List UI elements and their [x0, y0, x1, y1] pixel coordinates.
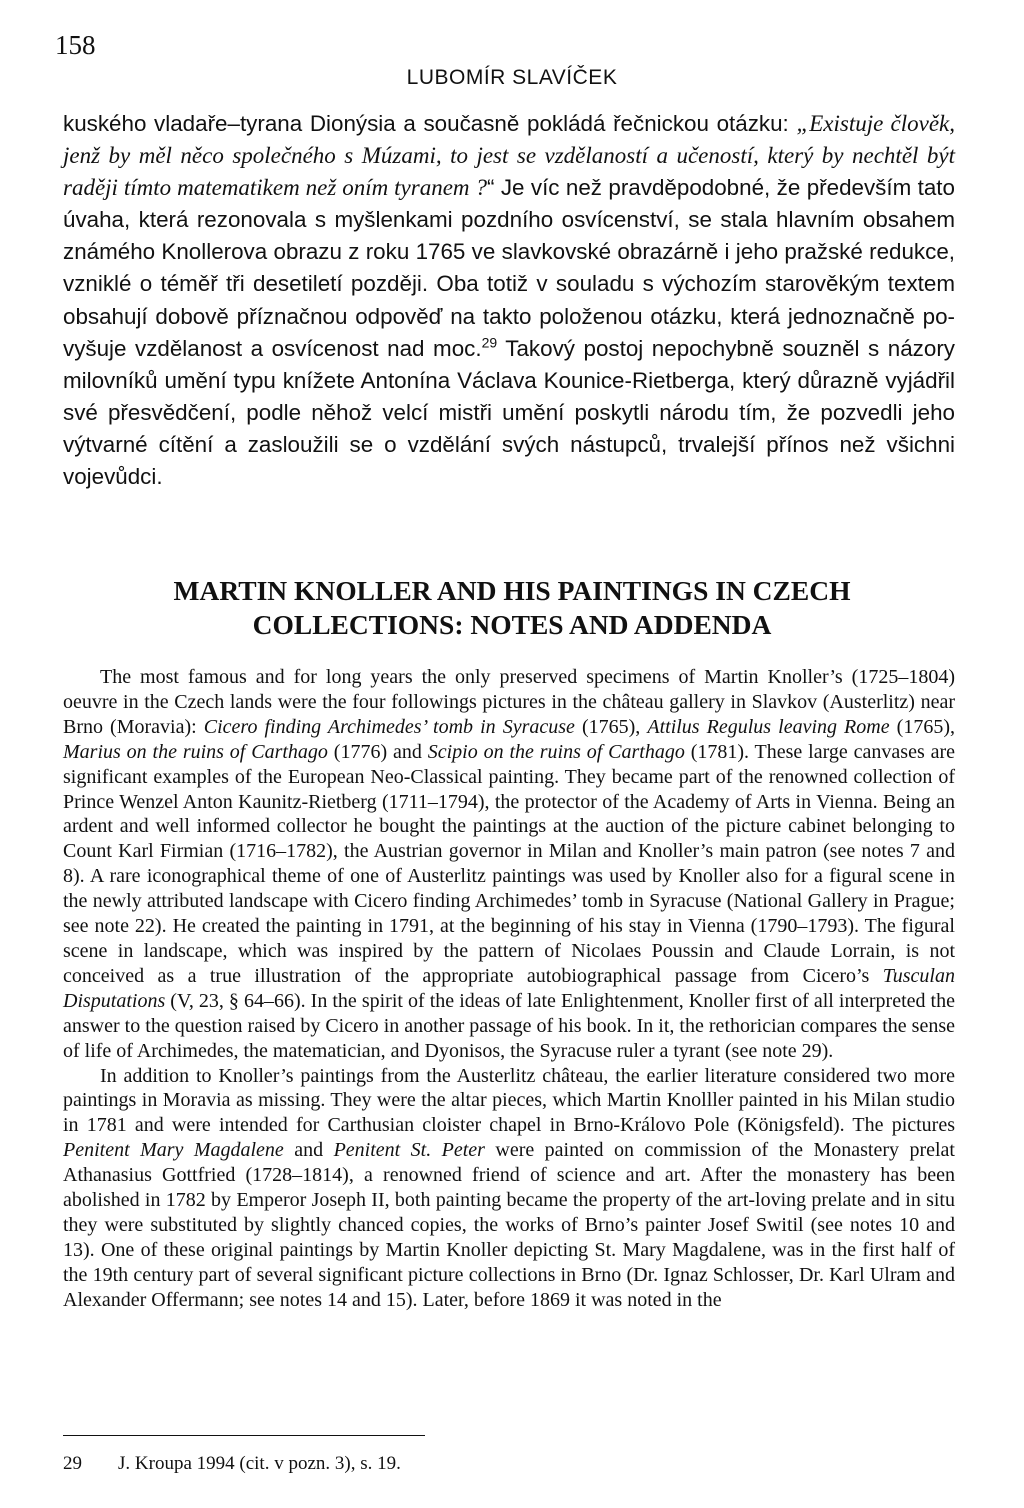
painting-title: Penitent Mary Magdalene — [63, 1139, 284, 1162]
painting-title: Marius on the ruins of Carthago — [63, 740, 328, 763]
english-paragraph-2 — [63, 1064, 955, 1313]
painting-title: Scipio on the ruins of Carthago — [427, 740, 685, 763]
text-run: The most famous and for long years the only preserved specimens of Martin Knoller’s (1725–1804) oeuvre in the Czech lands were the four followings pictures in the château gallery in Slavkov (Austerlitz) near Brno (Moravia): — [63, 666, 955, 738]
footnote-text: J. Kroupa 1994 (cit. v pozn. 3), s. 19. — [118, 1453, 401, 1474]
page-number: 158 — [55, 30, 96, 60]
text-run: (1781). These large canvases are significant examples of the European Neo-Classical painting. They became part of the renowned collection of Prince Wenzel Anton Kaunitz-Rietberg (1711–1794), the protector of the Academy of Arts in Vienna. Being an ardent and well informed collector he bought the paintings at the auction of the picture cabinet belonging to Count Karl Firmian (1716–1782), the Austrian governor in Milan and Knoller’s main patron (see notes 7 and 8). A rare iconographical theme of one of Austerlitz paintings was used by Knoller also for a figural scene in the newly attributed landscape with Cicero finding Archimedes’ tomb in Syracuse (National Gallery in Prague; see note 22). He created the painting in 1791, at the beginning of his stay in Vienna (1790–1793). The figural scene in landscape, which was inspired by the pattern of Nicolaes Poussin and Claude Lorrain, is not conceived as a true illustration of the appropriate autobiographical passage from Cicero’s — [63, 740, 956, 987]
text-run: were painted on commission of the Monastery prelat Athanasius Gottfried (1728–1814), a renowned friend of science and art. After the monastery has been abolished in 1782 by Emperor Joseph II, both painting became the property of the art-loving prelate and in situ they were substituted by slightly chanced copies, the works of Brno’s painter Josef Switil (see notes 10 and 13). One of these original paintings by Martin Knoller depicting St. Mary Magdalene, was in the first half of the 19th century part of several significant picture collections in Brno (Dr. Ignaz Schlosser, Dr. Karl Ulram and Alexander Offermann; see notes 14 and 15). Later, before 1869 it was noted in the — [63, 1139, 955, 1311]
czech-quote: „Existuje člověk, jenž by měl něco společného s Múzami, to jest se vzdělaností a učeností, který by nechtěl být raději tímto matematikem než oním tyranem ? — [63, 111, 955, 201]
heading-line-2: COLLECTIONS: NOTES AND ADDENDA — [252, 608, 772, 640]
english-paragraph-1 — [63, 665, 955, 1064]
painting-title: Attilus Regulus leaving Rome — [647, 715, 890, 738]
footnote-rule — [63, 1435, 425, 1436]
heading-line-1: MARTIN KNOLLER AND HIS PAINTINGS IN CZECH — [173, 575, 851, 606]
text-run: (V, 23, § 64–66). In the spirit of the ideas of late Enlightenment, Knoller first of all interpreted the answer to the question raised by Cicero in another passage of his book. In it, the rethorician compares the sense of life of Archimedes, the matematician, and Dyonisos, the Syracuse ruler a tyrant (see note 29). — [63, 989, 955, 1062]
footnote-number: 29 — [63, 1453, 82, 1474]
section-heading — [100, 574, 924, 641]
text-run: (1765), — [889, 715, 955, 738]
book-title: Tusculan Disputations — [63, 964, 955, 1012]
footnote — [63, 1453, 401, 1475]
footnote-reference: 29 — [481, 334, 498, 351]
czech-text-part3: Takový postoj nepochybně souzněl s názory milovníků umění typu knížete Antonína Václava Kounice-Rietberga, který důrazně vyjádřil své přesvědčení, podle něhož velcí mistři umění poskytli národu tím, že pozvedli jeho výtvarné cítění a zasloužili se o vzdělání svých nástupců, trvalejší přínos než všichni vojevůdci. — [63, 335, 955, 490]
text-run: (1776) and — [327, 740, 428, 763]
czech-text-part2: “ Je víc než pravděpodobné, že především tato úvaha, která rezonovala s myšlenkami pozdního osvícenství, se stala hlavním obsahem známého Knollerova obrazu z roku 1765 ve slavkovské obrazárně i jeho pražské redukce, vzniklé o téměř tři desetiletí později. Oba totiž v souladu s výchozím starověkým textem obsahují dobově příznačnou odpověď na takto položenou otázku, která jednoznačně povyšuje vzdělanost a osvícenost nad moc. — [63, 175, 955, 361]
text-run: In addition to Knoller’s paintings from the Austerlitz château, the earlier literature considered two more paintings in Moravia as missing. They were the altar pieces, which Martin Knolller painted in his Milan studio in 1781 and were intended for Carthusian cloister chapel in Brno-Královo Pole (Königsfeld). The pictures — [63, 1064, 955, 1137]
english-summary — [63, 665, 955, 1313]
running-head: LUBOMÍR SLAVÍČEK — [406, 66, 618, 89]
czech-paragraph — [63, 108, 955, 493]
text-run: (1765), — [574, 715, 648, 738]
text-run: and — [283, 1139, 334, 1162]
painting-title: Cicero finding Archimedes’ tomb in Syracuse — [203, 715, 575, 738]
painting-title: Penitent St. Peter — [333, 1139, 485, 1162]
czech-text-part1: kuského vladaře–tyrana Dionýsia a současně pokládá řečnickou otázku: — [63, 111, 797, 136]
